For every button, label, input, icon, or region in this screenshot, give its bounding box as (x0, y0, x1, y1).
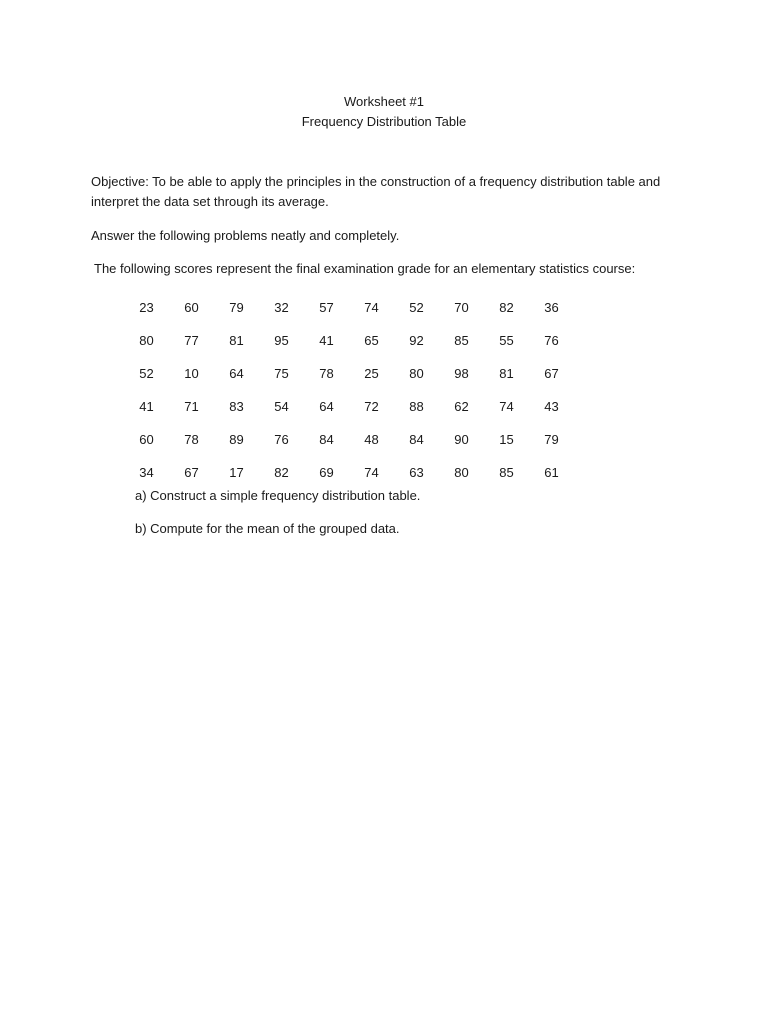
score-cell: 60 (139, 431, 154, 447)
score-cell: 81 (499, 365, 514, 381)
instruction-text: Answer the following problems neatly and completely. (91, 228, 400, 243)
score-cell: 48 (364, 431, 379, 447)
score-cell: 67 (544, 365, 559, 381)
score-cell: 15 (499, 431, 514, 447)
score-cell: 82 (499, 299, 514, 315)
score-cell: 52 (139, 365, 154, 381)
score-cell: 92 (409, 332, 424, 348)
score-cell: 95 (274, 332, 289, 348)
score-cell: 98 (454, 365, 469, 381)
score-cell: 71 (184, 398, 199, 414)
score-cell: 84 (409, 431, 424, 447)
score-cell: 74 (364, 464, 379, 480)
score-cell: 52 (409, 299, 424, 315)
score-cell: 23 (139, 299, 154, 315)
score-cell: 80 (454, 464, 469, 480)
score-cell: 34 (139, 464, 154, 480)
score-cell: 84 (319, 431, 334, 447)
score-cell: 90 (454, 431, 469, 447)
score-cell: 60 (184, 299, 199, 315)
worksheet-title: Worksheet #1 (344, 94, 424, 109)
score-cell: 25 (364, 365, 379, 381)
score-cell: 43 (544, 398, 559, 414)
score-cell: 64 (229, 365, 244, 381)
score-cell: 74 (364, 299, 379, 315)
score-cell: 61 (544, 464, 559, 480)
objective-line-1: Objective: To be able to apply the principles in the construction of a frequency distribution table and (91, 174, 661, 189)
score-cell: 76 (544, 332, 559, 348)
score-cell: 78 (184, 431, 199, 447)
score-cell: 75 (274, 365, 289, 381)
score-cell: 10 (184, 365, 199, 381)
scores-grid (124, 291, 574, 489)
score-cell: 62 (454, 398, 469, 414)
score-cell: 79 (229, 299, 244, 315)
score-cell: 89 (229, 431, 244, 447)
score-cell: 80 (139, 332, 154, 348)
problem-intro: The following scores represent the final examination grade for an elementary statistics course: (94, 261, 636, 276)
score-cell: 82 (274, 464, 289, 480)
task-a: a) Construct a simple frequency distribution table. (135, 488, 421, 503)
score-row (124, 357, 574, 390)
task-list (135, 488, 420, 554)
score-cell: 69 (319, 464, 334, 480)
score-cell: 54 (274, 398, 289, 414)
score-cell: 32 (274, 299, 289, 315)
score-cell: 79 (544, 431, 559, 447)
score-cell: 17 (229, 464, 244, 480)
score-row (124, 390, 574, 423)
score-cell: 81 (229, 332, 244, 348)
score-cell: 55 (499, 332, 514, 348)
objective-paragraph (91, 172, 660, 212)
score-cell: 64 (319, 398, 334, 414)
score-cell: 77 (184, 332, 199, 348)
task-b: b) Compute for the mean of the grouped data. (135, 521, 400, 536)
score-cell: 63 (409, 464, 424, 480)
score-cell: 67 (184, 464, 199, 480)
score-cell: 74 (499, 398, 514, 414)
score-cell: 72 (364, 398, 379, 414)
score-cell: 88 (409, 398, 424, 414)
score-row (124, 291, 574, 324)
score-cell: 57 (319, 299, 334, 315)
score-cell: 76 (274, 431, 289, 447)
score-cell: 65 (364, 332, 379, 348)
objective-line-2: interpret the data set through its average. (91, 194, 329, 209)
score-row (124, 456, 574, 489)
score-row (124, 324, 574, 357)
score-row (124, 423, 574, 456)
worksheet-subtitle: Frequency Distribution Table (301, 114, 467, 129)
score-cell: 70 (454, 299, 469, 315)
score-cell: 78 (319, 365, 334, 381)
score-cell: 36 (544, 299, 559, 315)
score-cell: 83 (229, 398, 244, 414)
score-cell: 41 (319, 332, 334, 348)
score-cell: 85 (454, 332, 469, 348)
score-cell: 85 (499, 464, 514, 480)
score-cell: 41 (139, 398, 154, 414)
score-cell: 80 (409, 365, 424, 381)
